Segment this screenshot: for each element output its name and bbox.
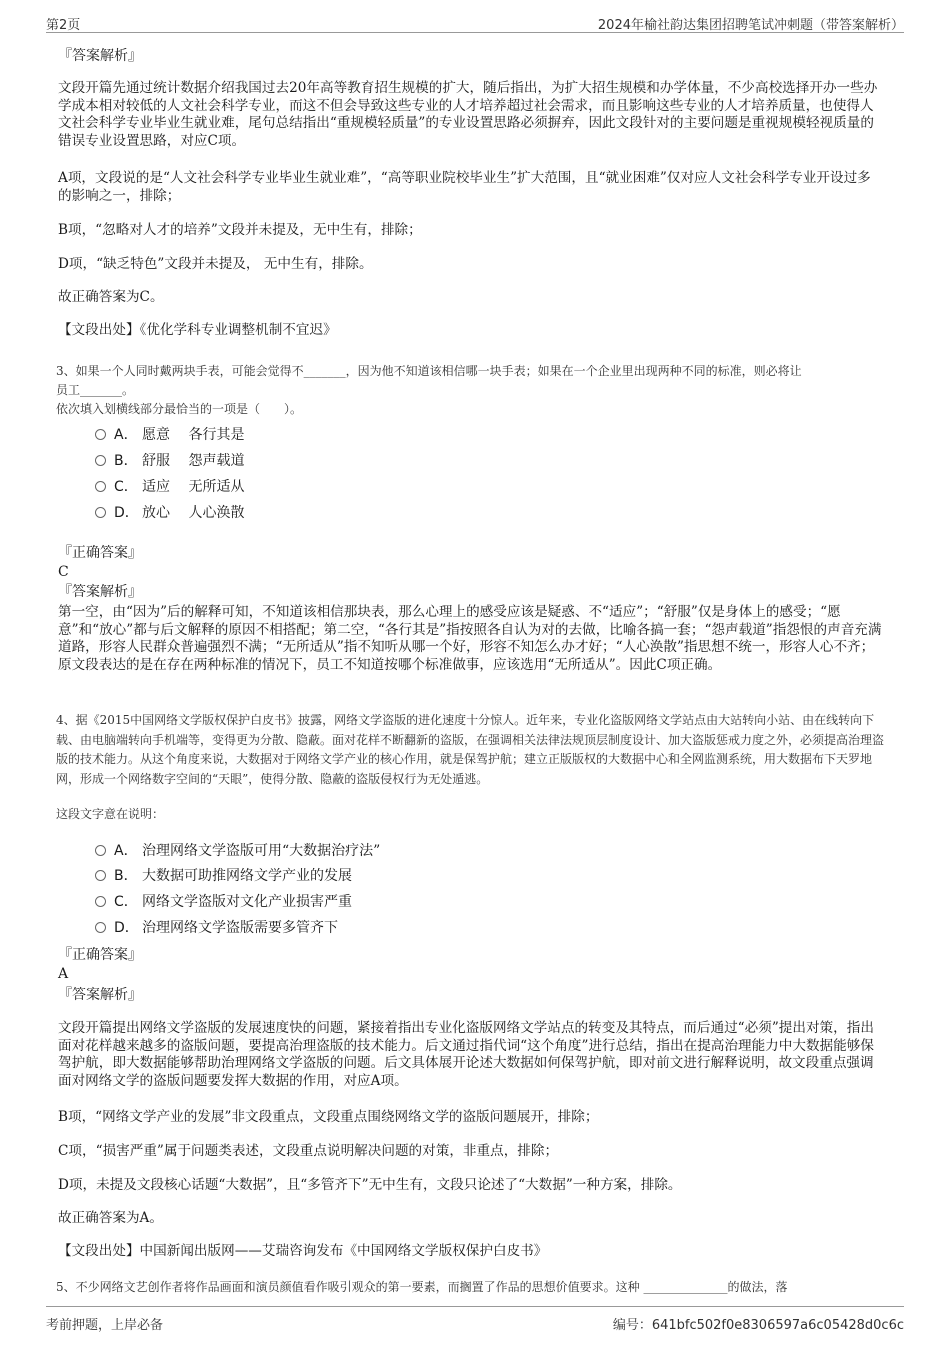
q3-answer: C [58,564,69,580]
q3-option-c[interactable] [95,478,244,496]
q4-option-d-explanation: D项，未提及文段核心话题“大数据”，且“多管齐下”无中生有，文段只论述了“大数据”一种方案，排除。 [58,1177,682,1193]
footer-slogan: 考前押题，上岸必备 [46,1318,164,1333]
q4-answer: A [58,966,69,982]
q2-option-a-explanation: A项，文段说的是“人文社会科学专业毕业生就业难”，“高等职业院校毕业生”扩大范围，且“就业困难”仅对应人文社会科学专业开设过多的影响之一，排除； [58,170,871,204]
q4-option-d[interactable] [95,919,338,937]
option-text: 大数据可助推网络文学产业的发展 [142,868,352,884]
q4-prompt: 这段文字意在说明： [56,807,165,821]
q4-source: 【文段出处】中国新闻出版网——艾瑞咨询发布《中国网络文学版权保护白皮书》 [58,1243,548,1259]
q3-answer-heading: 『正确答案』 [58,545,142,561]
page-number: 第2页 [46,18,81,33]
option-text: 愿意 各行其是 [142,427,245,443]
q2-analysis-heading: 『答案解析』 [58,48,142,64]
radio-icon[interactable] [95,429,106,440]
option-key: A． [114,427,138,443]
option-key: D． [114,505,139,521]
option-text: 适应 无所适从 [142,479,245,495]
q4-option-b-explanation: B项，“网络文学产业的发展”非文段重点，文段重点围绕网络文学的盗版问题展开，排除； [58,1109,599,1125]
page-footer [46,1306,904,1336]
document-title: 2024年榆社韵达集团招聘笔试冲刺题（带答案解析） [597,18,904,33]
q2-option-d-explanation: D项，“缺乏特色”文段并未提及， 无中生有，排除。 [58,256,373,272]
q4-answer-heading: 『正确答案』 [58,947,142,963]
radio-icon[interactable] [95,870,106,881]
q3-option-a[interactable] [95,426,244,444]
page-header [0,0,950,34]
option-text: 放心 人心涣散 [142,505,245,521]
radio-icon[interactable] [95,481,106,492]
option-text: 治理网络文学盗版需要多管齐下 [142,920,338,936]
q4-option-b[interactable] [95,867,352,885]
q3-analysis: 第一空，由“因为”后的解释可知，不知道该相信那块表，那么心理上的感受应该是疑惑、不“适应”；“舒服”仅是身体上的感受；“愿意”和“放心”都与后文解释的原因不相搭配；第二空，“各行其是”指按照各自认为对的去做，比喻各搞一套；“怨声载道”指怨恨的声音充满道路，形容人民群众普遍强烈不满；“无所适从”指不知听从哪一个好，形容不知怎么办才好；“人心涣散”指思想不统一，形容人心不齐；原文段表达的是在存在两种标准的情况下，员工不知道按哪个标准做事，应该选用“无所适从”。因此C项正确。 [58,604,882,673]
q4-analysis-heading: 『答案解析』 [58,987,142,1003]
radio-icon[interactable] [95,455,106,466]
radio-icon[interactable] [95,922,106,933]
q2-option-b-explanation: B项，“忽略对人才的培养”文段并未提及，无中生有，排除； [58,222,422,238]
q4-stem: 4、据《2015中国网络文学版权保护白皮书》披露，网络文学盗版的进化速度十分惊人。近年来，专业化盗版网络文学站点由大站转向小站、由在线转向下载、由电脑端转向手机端等，变得更为分散、隐蔽。面对花样不断翻新的盗版，在强调相关法律法规顶层制度设计、加大盗版惩戒力度之外，必须提高治理盗版的技术能力。从这个角度来说，大数据对于网络文学产业的核心作用，就是保驾护航；建立正版版权的大数据中心和全网监测系统，用大数据布下天罗地网，形成一个网络数字空间的“天眼”，使得分散、隐蔽的盗版侵权行为无处遁逃。 [56,713,885,786]
header-divider [46,32,904,33]
q3-stem-line2: 员工_______。 [56,383,135,397]
q4-option-a[interactable] [95,842,380,860]
q2-conclusion: 故正确答案为C。 [58,289,164,305]
radio-icon[interactable] [95,845,106,856]
option-key: B． [114,868,138,884]
q4-option-c-explanation: C项，“损害严重”属于问题类表述，文段重点说明解决问题的对策，非重点，排除； [58,1143,559,1159]
option-key: C． [114,479,138,495]
q5-stem: 5、不少网络文艺创作者将作品画面和演员颜值看作吸引观众的第一要素，而搁置了作品的思想价值要求。这种 ______________的做法，落 [56,1280,788,1294]
option-text: 治理网络文学盗版可用“大数据治疗法” [142,843,381,859]
q2-source: 【文段出处】《优化学科专业调整机制不宜迟》 [58,322,337,338]
option-key: A． [114,843,138,859]
q3-option-b[interactable] [95,452,244,470]
q3-analysis-heading: 『答案解析』 [58,584,142,600]
option-key: B． [114,453,138,469]
option-text: 舒服 怨声载道 [142,453,245,469]
footer-divider [46,1306,904,1307]
q3-option-d[interactable] [95,504,244,522]
radio-icon[interactable] [95,896,106,907]
q2-analysis-paragraph: 文段开篇先通过统计数据介绍我国过去20年高等教育招生规模的扩大，随后指出，为扩大招生规模和办学体量，不少高校选择开办一些办学成本相对较低的人文社会科学专业，而这不但会导致这些专业的人才培养超过社会需求，而且影响这些专业的人才培养质量，也使得人文社会科学专业毕业生就业难，尾句总结指出“重规模轻质量”的专业设置思路必须摒弃，因此文段针对的主要问题是重视规模轻视质量的错误专业设置思路，对应C项。 [58,80,878,149]
option-text: 网络文学盗版对文化产业损害严重 [142,894,352,910]
q3-stem-line1: 3、如果一个人同时戴两块手表，可能会觉得不_______，因为他不知道该相信哪一块手表；如果在一个企业里出现两种不同的标准，则必将让 [56,364,802,378]
q4-analysis-paragraph: 文段开篇提出网络文学盗版的发展速度快的问题，紧接着指出专业化盗版网络文学站点的转变及其特点，而后通过“必须”提出对策，指出面对花样越来越多的盗版问题，要提高治理盗版的技术能力。后文通过指代词“这个角度”进行总结，指出在提高治理能力中大数据能够保驾护航，即大数据能够帮助治理网络文学盗版的问题。后文具体展开论述大数据如何保驾护航，即对前文进行解释说明，故文段重点强调面对网络文学的盗版问题要发挥大数据的作用，对应A项。 [58,1020,874,1089]
q3-prompt: 依次填入划横线部分最恰当的一项是（ ）。 [56,402,303,416]
radio-icon[interactable] [95,507,106,518]
q4-conclusion: 故正确答案为A。 [58,1210,163,1226]
option-key: C． [114,894,138,910]
document-id: 编号：641bfc502f0e8306597a6c05428d0c6c [612,1318,904,1333]
option-key: D． [114,920,139,936]
q4-option-c[interactable] [95,893,352,911]
